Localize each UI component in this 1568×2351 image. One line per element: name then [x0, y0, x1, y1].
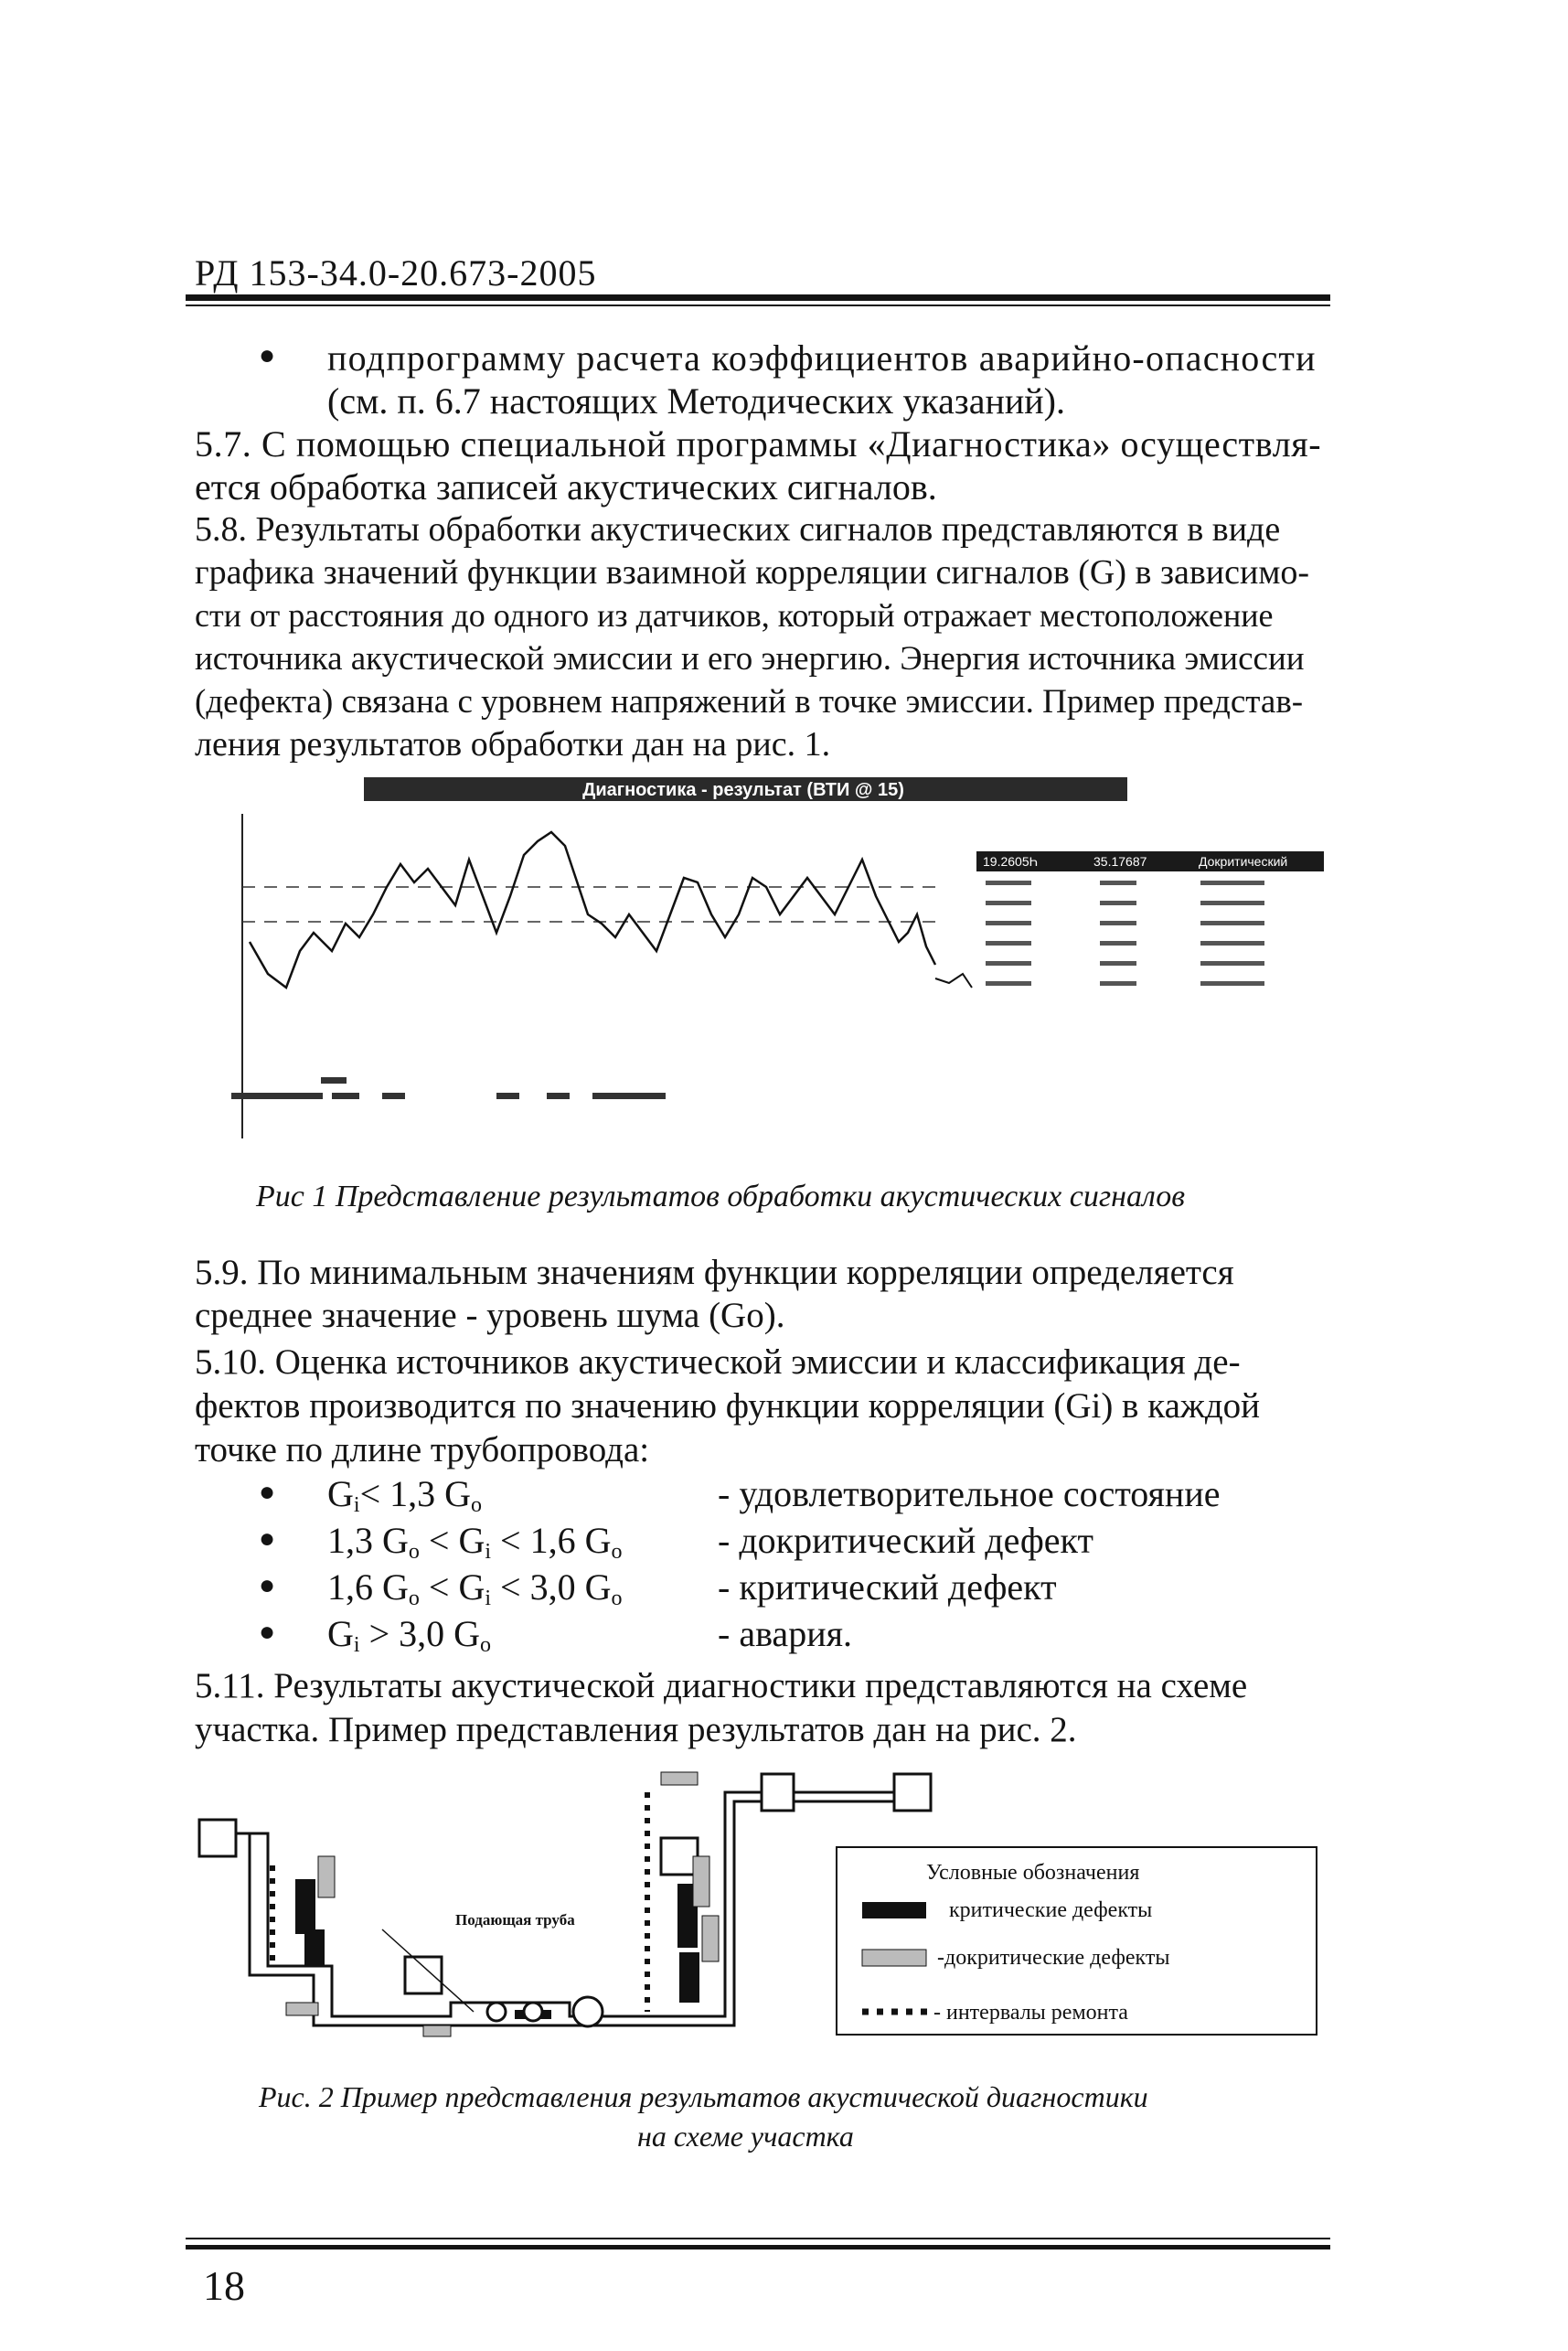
para-5-8-line6: ления результатов обработки дан на рис. 1.: [195, 725, 831, 764]
class-condition-1: $G_i< 1,3$ $G_o$: [327, 1473, 483, 1517]
figure1-defect-bar: [382, 1093, 405, 1099]
figure1-window-title: Диагностика - результат (ВТИ @ 15): [582, 780, 904, 800]
para-5-8-line5: (дефекта) связана с уровнем напряжений в точке эмиссии. Пример представ-: [195, 683, 1304, 721]
figure2-node-box: [762, 1774, 794, 1811]
figure2-node-box: [199, 1820, 236, 1856]
page-number: 18: [203, 2262, 245, 2309]
para-5-10-line2: фектов производится по значению функции корреляции (Gi) в каждой: [195, 1386, 1261, 1426]
para-5-9-line1: 5.9. По минимальным значениям функции корреляции определяется: [195, 1253, 1234, 1292]
class-result-3: - критический дефект: [718, 1566, 1057, 1608]
figure2-pipeline-scheme: [186, 1756, 1330, 2076]
header-rule-thin: [186, 305, 1330, 306]
figure1-defect-bar: [321, 1077, 347, 1084]
class-condition-4: $G_i > 3,0$ $G_o$: [327, 1613, 492, 1657]
figure2-pipe-line-b: [250, 1801, 931, 2025]
figure2-legend-subcritical-label: -докритические дефекты: [937, 1946, 1170, 1970]
figure2-pipe-line-a: [231, 1792, 931, 2016]
class-result-4: - авария.: [718, 1613, 852, 1654]
bullet-mark: ●: [259, 1523, 276, 1554]
class-condition-3: 1,6 $G_o < G_i < 3,0$ $G_o$: [327, 1566, 623, 1610]
header-rule-thick: [186, 294, 1330, 301]
bullet-mark: ●: [259, 1570, 276, 1600]
figure1-table-header-cell: 19.2605Һ: [983, 854, 1038, 869]
figure2-critical-defect: [295, 1879, 315, 1934]
class-result-1: - удовлетворительное состояние: [718, 1473, 1221, 1514]
document-code: РД 153-34.0-20.673-2005: [195, 252, 597, 294]
para-5-7-line1: 5.7. С помощью специальной программы «Диагностика» осуществля-: [195, 423, 1322, 465]
figure1-table-header-cell: 35.17687: [1093, 854, 1147, 869]
figure2-valve: [524, 2003, 542, 2021]
figure2-legend-critical-swatch: [862, 1902, 926, 1918]
class-condition-2: 1,3 $G_o < G_i < 1,6$ $G_o$: [327, 1520, 623, 1564]
figure2-valve: [573, 1997, 603, 2026]
bullet-text-line2: (см. п. 6.7 настоящих Методических указаний).: [327, 380, 1065, 422]
figure2-legend-subcritical-swatch: [862, 1950, 926, 1966]
bullet-mark: ●: [259, 1617, 276, 1647]
bullet-mark: ●: [259, 340, 276, 370]
bullet-mark: ●: [259, 1477, 276, 1507]
figure1-caption: Рис 1 Представление результатов обработки акустических сигналов: [256, 1180, 1185, 1213]
figure1-defect-bar: [231, 1093, 323, 1099]
figure2-legend-title: Условные обозначения: [926, 1861, 1140, 1885]
footer-rule-thick: [186, 2245, 1330, 2249]
figure1-table-header-cell: Докритический: [1199, 854, 1288, 869]
para-5-8-line2: графика значений функции взаимной корреляции сигналов (G) в зависимо-: [195, 553, 1310, 592]
figure2-subcritical-defect: [661, 1772, 698, 1785]
figure2-node-box: [661, 1838, 698, 1875]
figure2-caption-line1: Рис. 2 Пример представления результатов акустической диагностики: [259, 2080, 1148, 2113]
figure2-pipe-label: Подающая труба: [455, 1911, 575, 1929]
figure1-defect-bar: [496, 1093, 519, 1099]
para-5-11-line1: 5.11. Результаты акустической диагностики представляются на схеме: [195, 1666, 1248, 1705]
class-result-2: - докритический дефект: [718, 1520, 1093, 1561]
para-5-10-line3: точке по длине трубопровода:: [195, 1430, 650, 1469]
figure2-node-box: [405, 1957, 442, 1993]
para-5-9-line2: среднее значение - уровень шума (Go).: [195, 1296, 785, 1335]
para-5-11-line2: участка. Пример представления результатов дан на рис. 2.: [195, 1710, 1077, 1749]
figure2-critical-defect: [304, 1929, 325, 1966]
figure1-correlation-curve: [250, 832, 935, 988]
figure2-subcritical-defect: [286, 2003, 318, 2015]
figure1-curve-tail: [935, 974, 972, 988]
para-5-8-line1: 5.8. Результаты обработки акустических сигналов представляются в виде: [195, 510, 1281, 549]
figure2-node-box: [894, 1774, 931, 1811]
figure2-subcritical-defect: [423, 2025, 451, 2036]
para-5-8-line4: источника акустической эмиссии и его энергию. Энергия источника эмиссии: [195, 640, 1305, 678]
figure1-defect-bar: [547, 1093, 570, 1099]
para-5-10-line1: 5.10. Оценка источников акустической эмиссии и классификация де-: [195, 1342, 1241, 1382]
figure1-screenshot: [186, 777, 1330, 1180]
bullet-text-line1: подпрограмму расчета коэффициентов аварийно-опасности: [327, 337, 1317, 379]
figure2-subcritical-defect: [693, 1856, 709, 1907]
para-5-7-line2: ется обработка записей акустических сигналов.: [195, 466, 937, 508]
figure1-defect-bar: [332, 1093, 359, 1099]
figure2-pipe-leader: [382, 1929, 474, 2012]
figure2-legend-repair-label: - интервалы ремонта: [933, 2001, 1128, 2025]
figure2-caption-line2: на схеме участка: [637, 2120, 854, 2153]
figure1-table-rows: [986, 881, 1264, 986]
figure2-legend-critical-label: критические дефекты: [949, 1898, 1153, 1922]
figure2-subcritical-defect: [318, 1856, 335, 1897]
figure2-valve: [487, 2003, 506, 2021]
footer-rule-thin: [186, 2238, 1330, 2239]
para-5-8-line3: сти от расстояния до одного из датчиков, который отражает местоположение: [195, 597, 1274, 634]
figure2-subcritical-defect: [702, 1916, 719, 1961]
figure1-defect-bar: [592, 1093, 666, 1099]
figure2-critical-defect: [679, 1952, 699, 2003]
